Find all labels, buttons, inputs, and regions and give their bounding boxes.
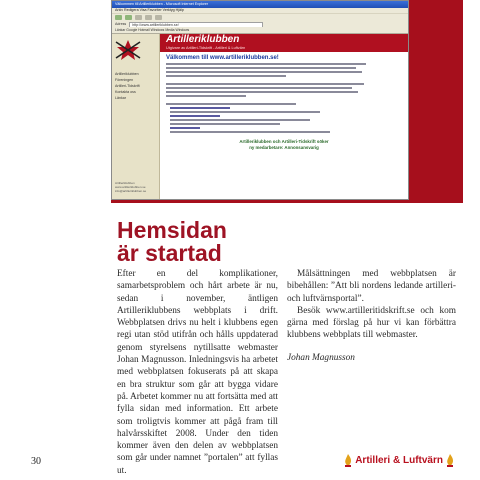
article-author: Johan Magnusson bbox=[287, 352, 355, 363]
site-nav-item: Artilleriklubben bbox=[115, 72, 139, 76]
site-text-line bbox=[166, 63, 366, 65]
refresh-icon bbox=[145, 15, 152, 20]
site-title: Artilleriklubben bbox=[166, 34, 240, 45]
site-text-line bbox=[166, 91, 358, 93]
site-nav-item: Föreningen bbox=[115, 78, 134, 82]
headline-line-2: är startad bbox=[117, 240, 222, 266]
site-nav-item: Kontakta oss bbox=[115, 90, 136, 94]
site-text-line bbox=[170, 131, 330, 133]
headline-line-1: Hemsidan bbox=[117, 217, 227, 243]
site-main bbox=[160, 34, 408, 199]
address-label: Adress bbox=[115, 22, 127, 26]
browser-toolbar bbox=[112, 13, 408, 21]
site-sidebar-footer: Artilleriklubben www.artilleriklubben.se info@artilleriklubben.se bbox=[115, 181, 147, 193]
site-nav bbox=[112, 71, 159, 101]
site-banner bbox=[160, 34, 408, 52]
site-text-line bbox=[170, 119, 310, 121]
browser-title-bar: Välkommen till Artilleriklubben - Microsoft Internet Explorer bbox=[112, 1, 408, 8]
site-subtitle: Utgivare av Artilleri-Tidskrift - Artilleri & Luftvärn bbox=[166, 46, 246, 50]
website-screenshot bbox=[111, 0, 409, 200]
home-icon bbox=[155, 15, 162, 20]
brand-name: Artilleri & Luftvärn bbox=[355, 455, 443, 466]
flame-right-icon bbox=[446, 454, 454, 467]
club-logo-icon bbox=[112, 38, 144, 62]
site-welcome-heading: Välkommen till www.artilleriklubben.se! bbox=[166, 55, 279, 61]
article-column-2 bbox=[287, 268, 456, 364]
flame-left-icon bbox=[344, 454, 352, 467]
browser-menu-bar: Arkiv Redigera Visa Favoriter Verktyg Hjälp bbox=[112, 8, 408, 13]
site-text-line bbox=[166, 71, 362, 73]
site-text-line bbox=[166, 83, 364, 85]
browser-links-bar: Länkar Google Hotmail Windows Media Windows bbox=[112, 27, 408, 34]
article-paragraph: Besök www.artilleritidskrift.se och kom gärna med förslag på hur vi kan förbättra klubbens webbplats till webmaster. bbox=[287, 305, 456, 341]
site-sidebar bbox=[112, 34, 160, 199]
site-list-item bbox=[170, 107, 230, 109]
site-text-line bbox=[166, 87, 352, 89]
site-nav-item: Artilleri-Tidskrift bbox=[115, 84, 140, 88]
article-paragraph: Efter en del komplikationer, samarbetsproblem och hårt arbete är nu, sedan i november, äntligen Artilleriklubbens webbplats i drift. Webbplatsen drivs nu helt i klubbens egen regi utan stöd utifrån och hålls uppdaterad genom styrelsens nytillsatte webmaster Johan Magnusson. Inledningsvis ha arbetet med webbplatsen fokuserats på att skapa en bra struktur som går att bygga vidare på. Arbetet kommer nu att fortsätta med att fylla sidan med information. Ett arbete som troligtvis kommer att pågå fram till halvårsskiftet 2008. Under den tiden kommer även den delen av webbplatsen som går under namnet ”portalen” att fyllas ut. bbox=[117, 269, 278, 476]
article-headline bbox=[117, 219, 227, 265]
article-paragraph: Målsättningen med webbplatsen är bibehållen: ”Att bli nordens ledande artilleri- och luftvärnsportal”. bbox=[287, 269, 456, 304]
site-list-item bbox=[170, 115, 220, 117]
site-list-item bbox=[170, 127, 200, 129]
back-icon bbox=[115, 15, 122, 20]
article-column-1 bbox=[117, 268, 278, 477]
site-text-line bbox=[170, 123, 280, 125]
site-text-line bbox=[166, 103, 296, 105]
page-number: 30 bbox=[31, 456, 41, 467]
magazine-brand bbox=[344, 454, 454, 467]
site-recruitment-ad: Artilleriklubben och Artilleri-Tidskrift söker ny medarbetare: Annonsansvarig bbox=[239, 139, 329, 150]
site-text-line bbox=[166, 67, 356, 69]
site-text-line bbox=[170, 111, 320, 113]
stop-icon bbox=[135, 15, 142, 20]
address-field: http://www.artilleriklubben.se/ bbox=[129, 22, 263, 28]
forward-icon bbox=[125, 15, 132, 20]
site-page bbox=[112, 34, 408, 199]
site-nav-item: Länkar bbox=[115, 96, 126, 100]
